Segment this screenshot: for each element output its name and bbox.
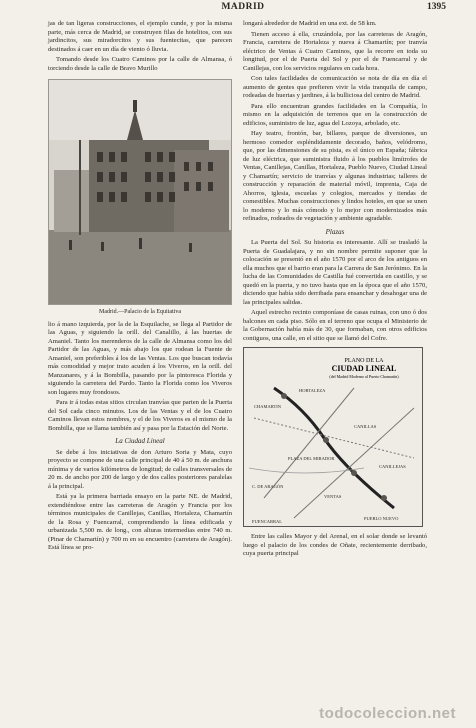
map-label: C. DE ARAGÓN (252, 484, 284, 489)
figure-caption: Madrid.—Palacio de la Equitativa (99, 309, 181, 315)
photo-figure (48, 79, 232, 317)
map-label: CHAMARTIN (254, 404, 281, 409)
map-label: CANILLAS (354, 424, 377, 429)
map-label: FUENCARRAL (252, 519, 283, 524)
map-subtitle: CIUDAD LINEAL (331, 364, 397, 373)
section-title: La Ciudad Lineal (115, 437, 165, 445)
page-number: 1395 (427, 2, 446, 12)
map-label: HORTALEZA (299, 388, 326, 393)
paragraph: longará alrededor de Madrid en una ext. de 58 km. (243, 20, 377, 27)
paragraph: Con tales facilidades de comunicación se nota de día en día el aumento de gentes que prefieren vivir la vida tranquila de campo, rodeadas de huertas y jardines, á la bulliciosa del centro de Madrid. (243, 75, 427, 99)
map-figure (243, 347, 427, 527)
paragraph: Tomando desde los Cuatro Caminos por la calle de Almansa, ó torciendo desde la calle de Bravo Murillo (48, 56, 232, 72)
paragraph: Aquel estrecho recinto componíase de casas ruinas, con uno ó dos balcones en cada piso. Sólo en el terreno que ocupa el Ministerio de la Gobernación había más de 30, que formaban, con otros edificios contiguos, una calle, en el sitio que se llamó del Cofre. (243, 309, 427, 342)
city-map (243, 347, 423, 527)
map-label: CANILLEJAS (379, 464, 406, 469)
paragraph: Para ir á todas estas sitios circulan tranvías que parten de la Puerta del Sol cada cinco minutos. Los de las Ventas y el de los Cuatro Caminos llevan estos nombres, y el de los Viveros es el mismo de la Bombilla, que se llama también así y pasa por la Estación del Norte. (48, 399, 232, 432)
paragraph: jas de tan ligeras construcciones, el ejemplo cunde, y por la misma parte, más cerca de Madrid, se construyen filas de hotelitos, con sus jardincitos, sus miradorcitos y sus fuentecitas, que parecen destinados á caer en un día de viento ó lluvia. (48, 20, 232, 53)
watermark: todocoleccion.net (319, 705, 456, 722)
map-note: (del Madrid Moderno al Puerto Chamartín) (329, 374, 399, 379)
page-header (40, 2, 446, 16)
paragraph: Para ello encuentran grandes facilidades en la Compañía, lo mismo en la adquisición de terrenos que en la construcción de edificios, suministro de luz, agua del Lozoya, arbolado, etc. (243, 102, 427, 127)
right-column (243, 20, 427, 561)
map-label: PUEBLO NUEVO (364, 516, 399, 521)
page-title: MADRID (221, 2, 265, 12)
left-column (48, 20, 232, 555)
map-title: PLANO DE LA (344, 358, 384, 364)
paragraph: Entre las calles Mayor y del Arenal, en el solar donde se levantó luego el palacio de los condes de Oñate, recientemente derribado, cuya puerta principal (243, 533, 427, 557)
paragraph: Hay teatro, frontón, bar, billares, parque de diversiones, un hermoso comedor espléndidamente decorado, baños, velódromo, que, por las dimensiones de su pista, es el único en España; fábrica de luz eléctrica, que suministra fluido á los pueblos limítrofes de Ventas, Canillejas, Canillas, Hortaleza, Pueblo Nuevo, Ciudad Lineal y Chamartín; servicio de tranvías y algunas industrias; talleres de construcción y reparación de material móvil, imprenta, Caja de Ahorros, iglesia, escuelas y colegios, mercados y tiendas de comestibles. Muchas construcciones y lindos hoteles, en que se unen lo moderno y lo más cómodo y lo mejor con modernizados más refinados, rodeados de vegetación y ambiente agradable. (243, 130, 427, 222)
map-illustration (244, 348, 423, 527)
paragraph: lio á mano izquierda, por la de la Esquilache, se llega al Partidor de las Aguas, y siguiendo la orill. del Canalillo, á las huertas de Amaniel. Tanto los merenderos de la calle de Almansa como los del Partidor de las Aguas, y más abajo los que rodean la Fuente de Amaniel, son preferibles á los de las Ventas. Los que buscan todavía más comodidad y mejor trato acuden á los Viveros, en la orill. del Manzanares, y á la Bombilla, pasando por la pintoresca Florida y siguiendo la carretera del Pardo. Tanto la Florida como los Viveros son lugares muy frondosos. (48, 320, 232, 396)
building-photo (48, 79, 232, 305)
paragraph: La Puerta del Sol. Su historia es interesante. Allí se trasladó la Puerta de Guadalajara, y no sin nombre permite suponer que la colocación se presentó en el año 1570 por el arco de los antiguos en ella muchos que el barrio eran para la Carrera de San Jerónimo. En la lucha de las Comunidades de Castilla fué convertida en castillo, y se quedó en la puerta, y no tuvo hasta que en la época que el año 1570, diciendo que había sido derribada para ensanchar y desahogar una de las principales salidas. (243, 239, 427, 306)
building-illustration (49, 80, 232, 305)
map-label: PLAZA DEL MIRADOR (288, 456, 335, 461)
paragraph: Se debe á los iniciativas de don Arturo Soria y Mata, cuyo proyecto se compone de una calle principal de 40 á 50 m. de anchura mínima y de varios kilómetros de longitud; de calles transversales de 20 m. de ancho por 200 de largo y de dos calles posteriores paralelas á la principal. (48, 448, 232, 490)
section-title: Plazas (325, 227, 345, 236)
paragraph: Está ya la primera barriada ensayo en la parte NE. de Madrid, extendiéndose entre las carreteras de Aragón y Francia por los términos municipales de Canillejas, Canillas, Hortaleza, Chamartín de la Rosa y Fuencarral, comprendiendo la línea edificada y urbanizada 5,500 m. de long., con alturas intermedias entre 740 m. (Pinar de Chamartín) y 700 m en su encuentro (carretera de Aragón). Está línea se pro- (48, 493, 232, 551)
map-label: VENTAS (324, 494, 342, 499)
paragraph: Tienen acceso á ella, cruzándola, por las carreteras de Aragón, Francia, carretera de Hortaleza y nueva á Chamartín; por tranvía eléctrico de Ventas á Cuatro Caminos, que la recorre en toda su longitud, por el de Puerta del Sol y por el de Fuencarral y de Canillejas, con los servicios regulares en cada hora. (243, 30, 427, 72)
